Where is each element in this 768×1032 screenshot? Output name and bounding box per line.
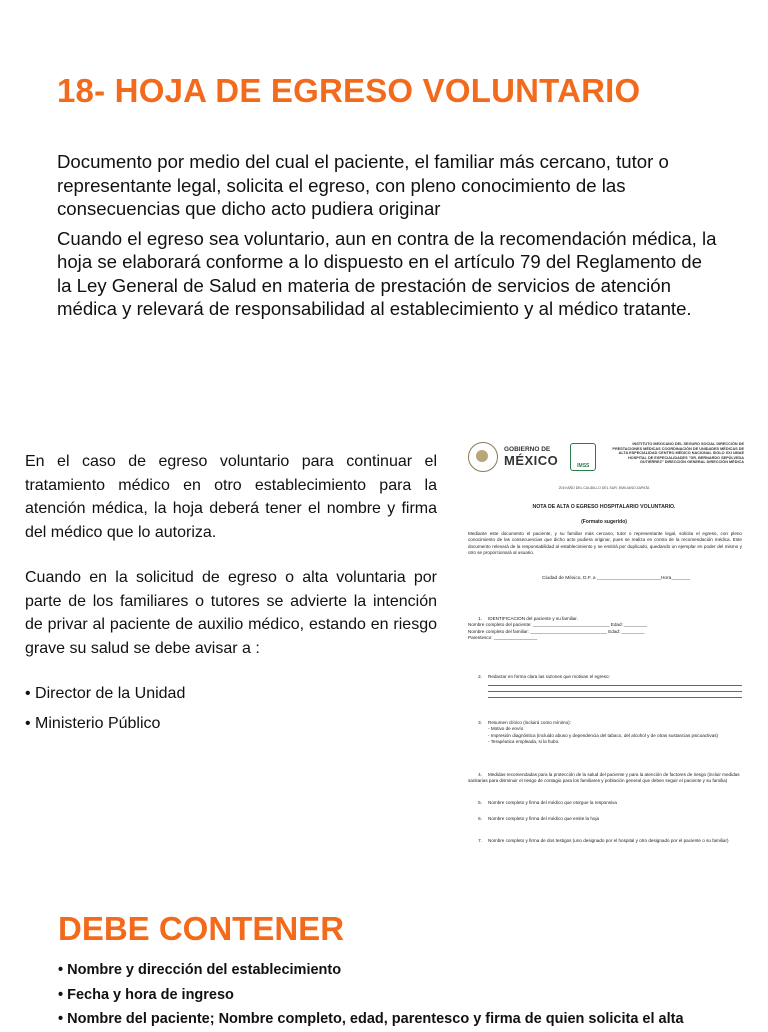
form-section-identification: 1. IDENTIFICACION del paciente y su familiar. Nombre completo del paciente: ______________________________ Edad: _________ Nombre completo del familiar: ______________________________ Edad: _________ Parentesco: _________________: [468, 616, 742, 642]
form-subtitle: (Formato sugerido): [581, 519, 627, 525]
must-contain-item: • Nombre del paciente; Nombre completo, edad, parentesco y firma de quien solicita el alta: [58, 1011, 684, 1027]
year-note: 2019 AÑO DEL CAUDILLO DEL SUR, EMILIANO ZAPATA: [558, 486, 650, 490]
form-city-date: Ciudad de México, D.F. a ________________________Hora_______: [542, 576, 691, 581]
must-contain-heading: DEBE CONTENER: [58, 910, 345, 947]
gov-small-text: GOBIERNO DE: [504, 446, 551, 453]
risk-paragraph: Cuando en la solicitud de egreso o alta voluntaria por parte de los familiares o tutores se advierte la intención de privar al paciente de auxilio médico, estando en riesgo grave su salud se debe avisar a :: [25, 569, 437, 657]
institution-header: INSTITUTO MEXICANO DEL SEGURO SOCIAL DIRECCIÓN DE PRESTACIONES MÉDICAS COORDINACIÓN DE UNIDADES MÉDICAS DE ALTA ESPECIALIDAD CENTRO MÉDICO NACIONAL SIGLO XXI UMAE HOSPITAL DE ESPECIALIDADES "DR. BERNARDO SEPÚLVEDA GUTIÉRREZ" DIRECCIÓN GENERAL DIRECCIÓN MÉDICA: [612, 442, 744, 465]
intro-paragraph-legal: Cuando el egreso sea voluntario, aun en contra de la recomendación médica, la hoja se elaborará conforme a lo dispuesto en el artículo 79 del Reglamento de la Ley General de Salud en materia de prestación de servicios de atención médica y relevará de responsabilidad al establecimiento y al médico tratante.: [57, 227, 717, 319]
form-header-logos: [468, 442, 596, 472]
form-field-line: Parentesco: _________________: [468, 635, 538, 641]
government-seal-icon: [468, 442, 498, 472]
form-section-witnesses: 7. Nombre completo y firma de dos testigos (uno designado por el hospital y otro designado por el paciente o su familiar): [478, 838, 729, 843]
notify-item: • Director de la Unidad: [25, 682, 437, 706]
form-field-line: Nombre completo del paciente: ______________________________ Edad: _________: [468, 622, 648, 628]
must-contain-item: • Fecha y hora de ingreso: [58, 986, 234, 1003]
form-image: [458, 438, 750, 868]
form-blank-line: [488, 692, 742, 698]
page-title: 18- HOJA DE EGRESO VOLUNTARIO: [57, 72, 641, 109]
form-title: NOTA DE ALTA O EGRESO HOSPITALARIO VOLUNTARIO.: [532, 504, 676, 510]
left-column: [25, 450, 437, 741]
intro-section: [57, 150, 717, 327]
form-paragraph: Mediante este documento el paciente, y su familiar más cercano, tutor o representante legal, solicita el egreso, con pleno conocimiento de las consecuencias que dicho acto pudiera originar, pues se realiza en contra de la recomendación médica. Este documento relevará de la responsabilidad al establecimiento y se emitirá por duplicado, quedando un ejemplar en poder del mismo y otro se proporcionará al usuario.: [468, 531, 742, 556]
government-logo: [504, 446, 558, 468]
form-section-clinical: 3. Resumen clínico (incluirá como mínimo): - Motivo de envío - Impresión diagnóstica (incluido abuso y dependencia del tabaco, del alcohol y de otras sustancias psicoactivas) - Terapéutica empleada, si la hubo.: [468, 720, 742, 746]
form-section-issuing-doctor: 6. Nombre completo y firma del médico que emite la hoja: [478, 816, 600, 821]
form-field-line: Nombre completo del familiar: ______________________________ Edad: _________: [468, 628, 645, 634]
form-clinical-item: - Motivo de envío: [488, 726, 524, 732]
imss-logo-text: IMSS: [577, 463, 590, 469]
notify-list: [25, 682, 437, 735]
notify-item: • Ministerio Público: [25, 712, 437, 736]
form-section-responsible-doctor: 5. Nombre completo y firma del médico que otorgue la responsiva: [478, 800, 617, 805]
intro-paragraph-definition: Documento por medio del cual el paciente, el familiar más cercano, tutor o representante legal, solicita el egreso, con pleno conocimiento de las consecuencias que dicho acto pudiera originar: [57, 151, 669, 219]
form-clinical-item: - Terapéutica empleada, si la hubo.: [488, 739, 560, 745]
transfer-paragraph: En el caso de egreso voluntario para continuar el tratamiento médico en otro establecimiento para la atención médica, la hoja deberá tener el nombre y firma del médico que lo autoriza.: [25, 453, 437, 541]
must-contain-list: [58, 958, 758, 1032]
form-section-reasons: 2. Redactar en forma clara las razones que motivan el egreso:: [468, 674, 742, 698]
form-section-measures: 4. Medidas recomendadas para la protección de la salud del paciente y para la atención de factores de riesgo (incluir medidas sanitarias para disminuir el riesgo de contagio para los familiares y población general que deben seguir el paciente y su familia): [468, 772, 740, 784]
imss-logo-icon: [570, 443, 596, 471]
must-contain-item: • Nombre y dirección del establecimiento: [58, 962, 342, 978]
gov-big-text: MÉXICO: [504, 453, 559, 468]
form-clinical-item: - Impresión diagnóstica (incluido abuso y dependencia del tabaco, del alcohol y de otras sustancias psicoactivas): [488, 732, 719, 738]
